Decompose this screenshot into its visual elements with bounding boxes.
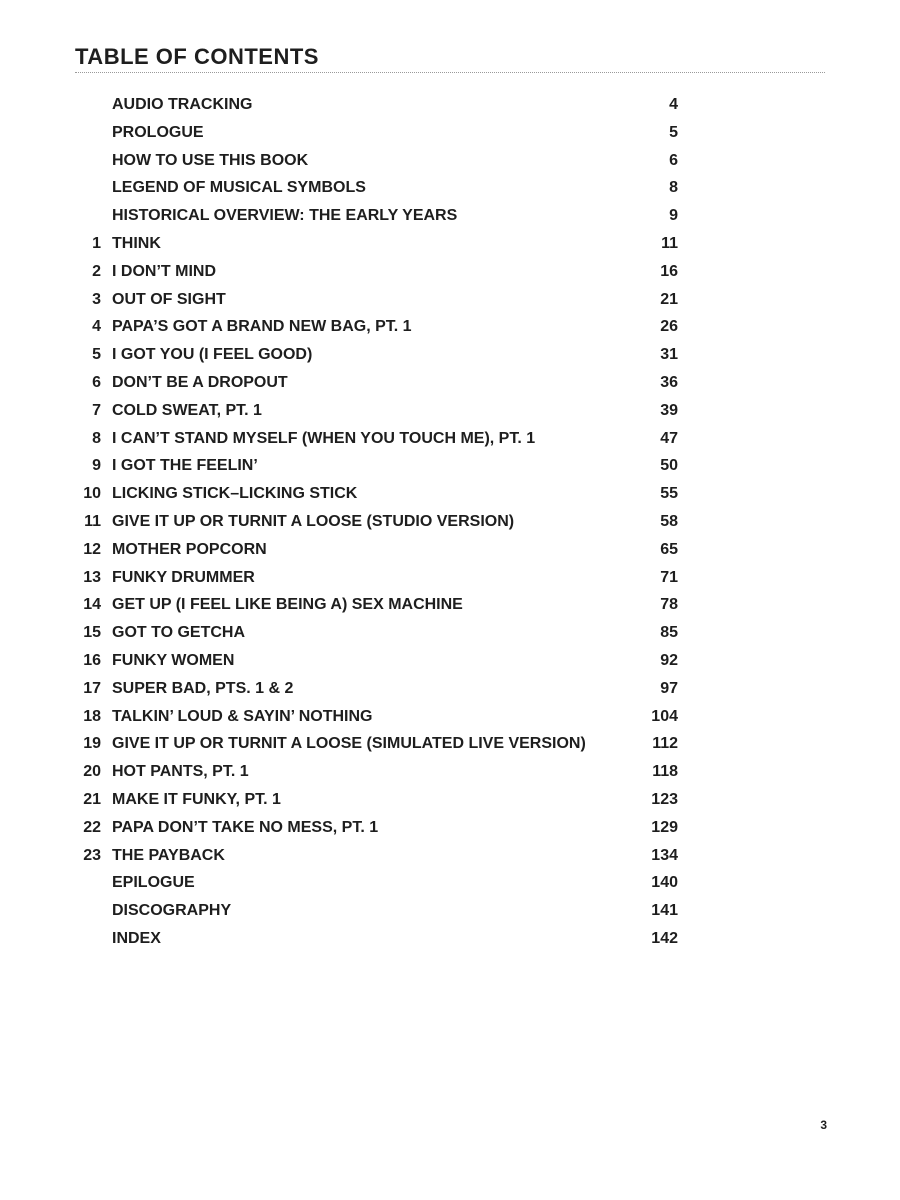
entry-page-number: 112 — [652, 735, 678, 753]
entry-page-number: 4 — [669, 96, 678, 113]
entry-title: INDEX — [112, 929, 161, 947]
entry-title: COLD SWEAT, PT. 1 — [112, 401, 262, 419]
toc-entry — [75, 758, 680, 786]
chapter-number: 2 — [92, 262, 101, 280]
entry-title: SUPER BAD, PTS. 1 & 2 — [112, 679, 294, 697]
toc-entry — [75, 425, 680, 453]
entry-page-number: 5 — [669, 123, 678, 141]
entry-page-number: 11 — [661, 234, 678, 252]
chapter-number: 12 — [83, 540, 101, 558]
entry-page-number: 85 — [660, 624, 678, 642]
entry-page-number: 97 — [660, 679, 678, 697]
entry-page-number: 50 — [660, 457, 678, 475]
toc-heading: TABLE OF CONTENTS — [75, 44, 319, 69]
entry-title: FUNKY DRUMMER — [112, 568, 255, 586]
entry-page-number: 26 — [660, 318, 678, 336]
toc-entry — [75, 564, 680, 592]
entry-page-number: 78 — [660, 596, 678, 614]
chapter-number: 14 — [83, 596, 101, 614]
toc-entry — [75, 147, 680, 175]
entry-title: LICKING STICK–LICKING STICK — [112, 485, 358, 503]
entry-title: I CAN’T STAND MYSELF (WHEN YOU TOUCH ME), PT. 1 — [112, 429, 536, 447]
entry-page-number: 65 — [660, 540, 678, 558]
toc-entry — [75, 619, 680, 647]
entry-page-number: 16 — [660, 262, 678, 280]
entry-title: PROLOGUE — [112, 123, 204, 141]
toc-entry — [75, 508, 680, 536]
toc-entry — [75, 647, 680, 675]
toc-entry — [75, 869, 680, 897]
toc-entry — [75, 536, 680, 564]
entry-page-number: 134 — [651, 846, 678, 864]
toc-entry — [75, 786, 680, 814]
entry-title: HOT PANTS, PT. 1 — [112, 763, 249, 781]
toc-entry — [75, 313, 680, 341]
entry-page-number: 58 — [660, 512, 678, 530]
chapter-number: 5 — [92, 346, 101, 364]
entry-page-number: 141 — [651, 902, 678, 920]
entry-title: THINK — [112, 234, 161, 252]
chapter-number: 10 — [83, 485, 101, 503]
entry-title: I GOT THE FEELIN’ — [112, 457, 258, 475]
entry-page-number: 47 — [660, 429, 678, 447]
entry-title: GIVE IT UP OR TURNIT A LOOSE (STUDIO VERSION) — [112, 512, 515, 530]
chapter-number: 18 — [83, 707, 101, 725]
entry-page-number: 21 — [660, 290, 678, 308]
chapter-number: 7 — [92, 401, 101, 419]
toc-entry — [75, 397, 680, 425]
toc-entry — [75, 119, 680, 147]
entry-title: GIVE IT UP OR TURNIT A LOOSE (SIMULATED LIVE VERSION) — [112, 735, 586, 753]
toc-entry — [75, 202, 680, 230]
entry-title: PAPA’S GOT A BRAND NEW BAG, PT. 1 — [112, 318, 412, 336]
chapter-number: 9 — [92, 457, 101, 475]
entry-title: EPILOGUE — [112, 874, 195, 892]
toc-entry — [75, 452, 680, 480]
entry-title: PAPA DON’T TAKE NO MESS, PT. 1 — [112, 818, 379, 836]
toc-entry — [75, 925, 680, 953]
chapter-number: 13 — [83, 568, 101, 586]
toc-entry — [75, 91, 680, 119]
entry-page-number: 71 — [660, 568, 678, 586]
chapter-number: 6 — [92, 373, 101, 391]
entry-title: DISCOGRAPHY — [112, 902, 232, 920]
entry-page-number: 36 — [660, 373, 678, 391]
entry-page-number: 55 — [660, 485, 678, 503]
chapter-number: 1 — [92, 234, 101, 252]
entry-title: DON’T BE A DROPOUT — [112, 373, 288, 391]
chapter-number: 16 — [83, 651, 101, 669]
chapter-number: 11 — [84, 512, 101, 530]
entry-page-number: 8 — [669, 179, 678, 197]
toc-entry — [75, 286, 680, 314]
chapter-number: 19 — [83, 735, 101, 753]
entry-page-number: 6 — [669, 151, 678, 169]
toc-entry — [75, 258, 680, 286]
entry-page-number: 31 — [660, 346, 678, 364]
entry-title: FUNKY WOMEN — [112, 651, 235, 669]
entry-title: AUDIO TRACKING — [112, 96, 253, 113]
heading-divider — [75, 72, 825, 73]
entry-title: HISTORICAL OVERVIEW: THE EARLY YEARS — [112, 207, 458, 225]
chapter-number: 17 — [83, 679, 101, 697]
toc-entry — [75, 480, 680, 508]
chapter-number: 8 — [92, 429, 101, 447]
page-number: 3 — [820, 1118, 827, 1132]
entry-page-number: 118 — [652, 763, 678, 781]
entry-title: GET UP (I FEEL LIKE BEING A) SEX MACHINE — [112, 596, 463, 614]
entry-title: I DON’T MIND — [112, 262, 216, 280]
entry-page-number: 92 — [660, 651, 678, 669]
entry-page-number: 140 — [651, 874, 678, 892]
entry-page-number: 39 — [660, 401, 678, 419]
toc-entry — [75, 730, 680, 758]
chapter-number: 15 — [83, 624, 101, 642]
entry-title: TALKIN’ LOUD & SAYIN’ NOTHING — [112, 707, 373, 725]
entry-title: LEGEND OF MUSICAL SYMBOLS — [112, 179, 366, 197]
entry-title: THE PAYBACK — [112, 846, 225, 864]
chapter-number: 20 — [83, 763, 101, 781]
entry-page-number: 142 — [651, 929, 678, 947]
entry-page-number: 123 — [651, 790, 678, 808]
toc-entry — [75, 675, 680, 703]
toc-entry — [75, 341, 680, 369]
entry-title: I GOT YOU (I FEEL GOOD) — [112, 346, 313, 364]
chapter-number: 4 — [92, 318, 101, 336]
toc-entry — [75, 174, 680, 202]
chapter-number: 21 — [83, 790, 101, 808]
toc-entry — [75, 703, 680, 731]
chapter-number: 3 — [92, 290, 101, 308]
entry-title: GOT TO GETCHA — [112, 624, 246, 642]
toc-entry — [75, 369, 680, 397]
chapter-number: 23 — [83, 846, 101, 864]
toc-list — [75, 91, 680, 953]
toc-entry — [75, 814, 680, 842]
toc-entry — [75, 591, 680, 619]
entry-page-number: 104 — [651, 707, 678, 725]
toc-entry — [75, 842, 680, 870]
toc-entry — [75, 897, 680, 925]
entry-page-number: 129 — [651, 818, 678, 836]
chapter-number: 22 — [83, 818, 101, 836]
entry-title: MOTHER POPCORN — [112, 540, 267, 558]
entry-page-number: 9 — [669, 207, 678, 225]
entry-title: OUT OF SIGHT — [112, 290, 226, 308]
entry-title: MAKE IT FUNKY, PT. 1 — [112, 790, 281, 808]
entry-title: HOW TO USE THIS BOOK — [112, 151, 309, 169]
toc-entry — [75, 230, 680, 258]
